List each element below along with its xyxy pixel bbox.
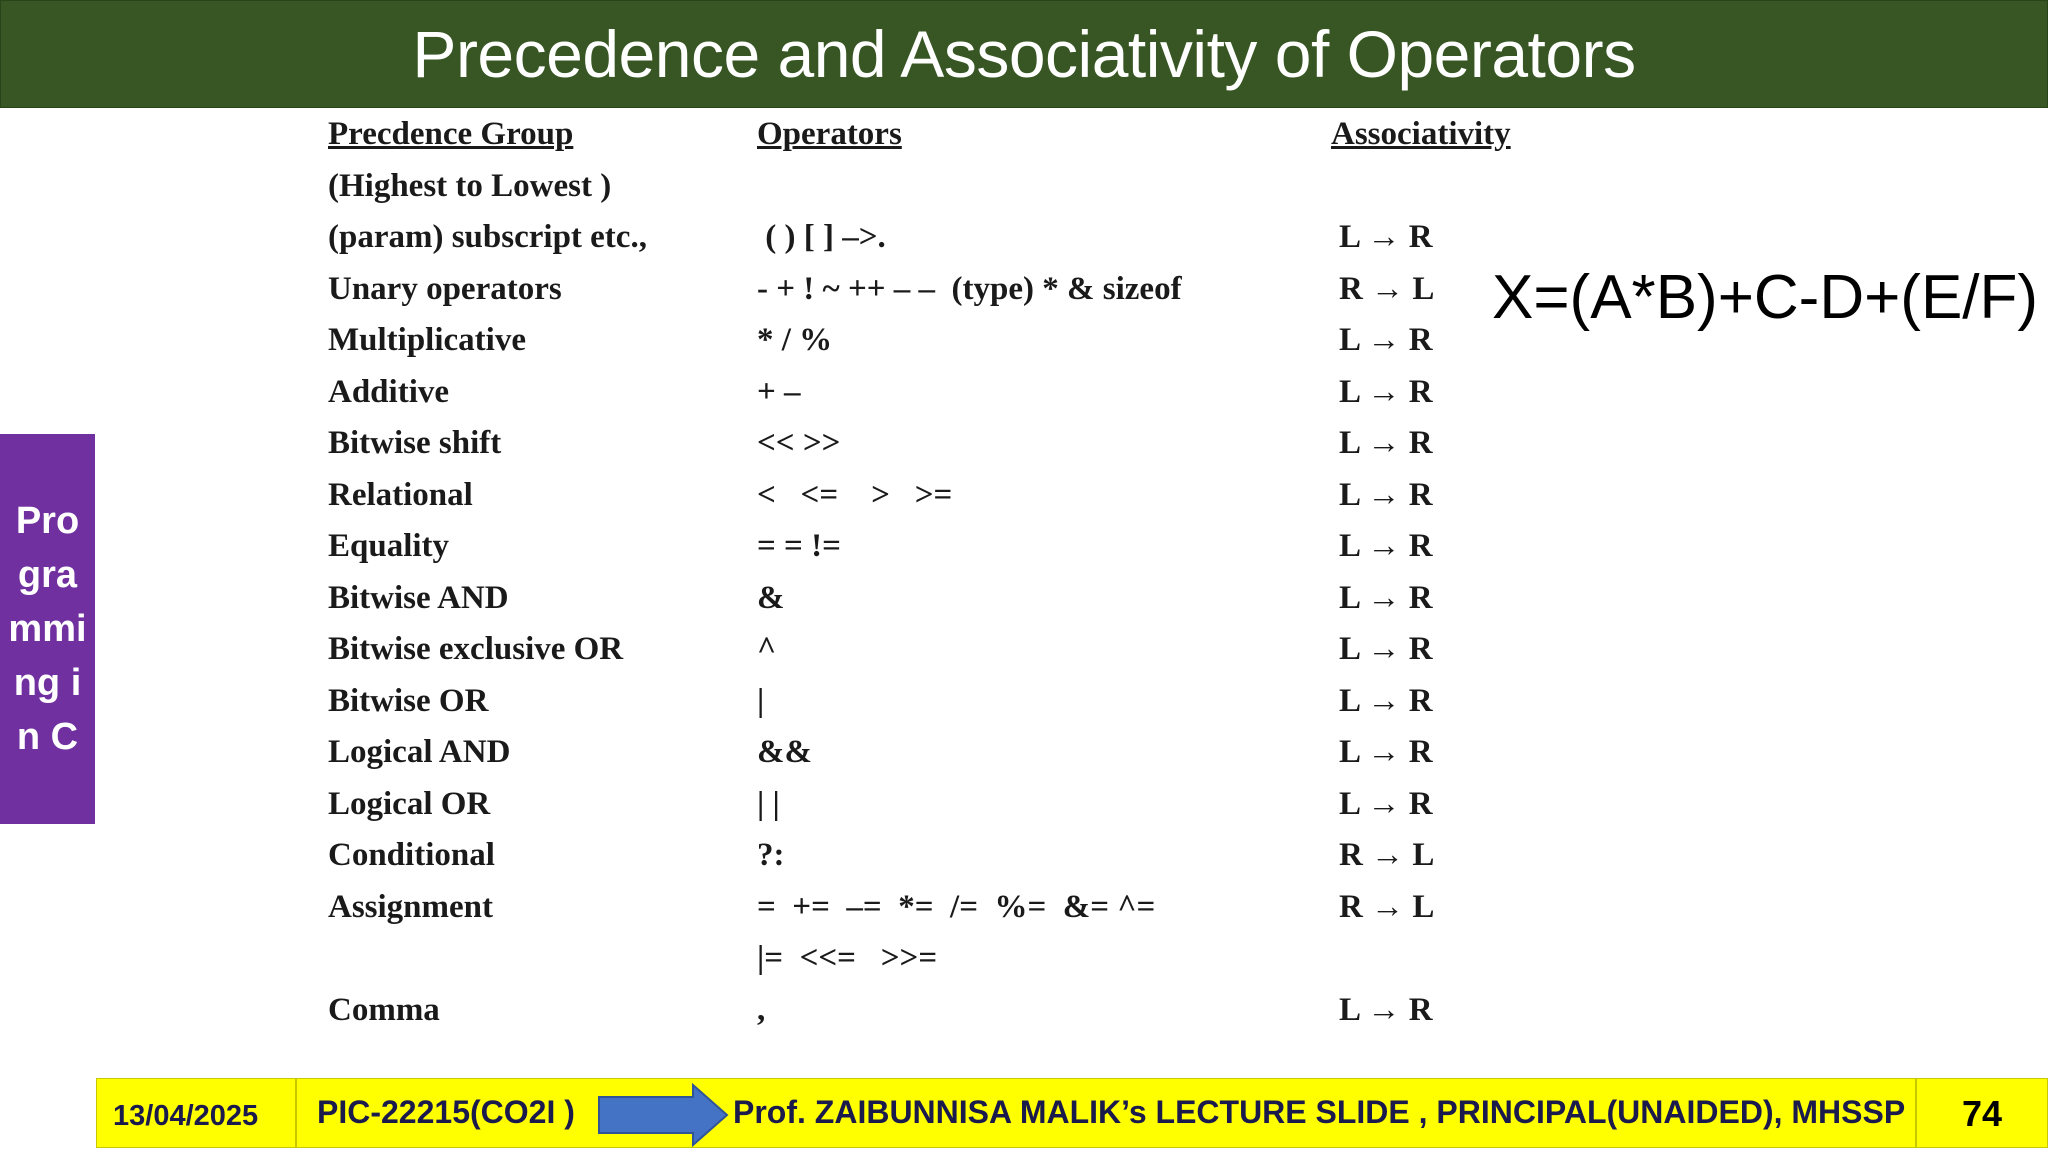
associativity-cell: L → R <box>1339 476 1433 513</box>
associativity-cell: L → R <box>1339 991 1433 1028</box>
side-tab <box>0 434 95 824</box>
operators-cell: ?: <box>757 837 785 873</box>
table-row <box>328 469 1548 521</box>
associativity-cell: L → R <box>1339 734 1433 770</box>
operators-cell: - + ! ~ ++ – – (type) * & sizeof <box>757 270 1182 307</box>
operators-cell: < <= > >= <box>757 476 953 513</box>
table-row <box>328 366 1548 418</box>
associativity-cell: R → L <box>1339 888 1435 925</box>
table-row <box>328 263 1548 315</box>
table-row <box>328 984 1548 1036</box>
precedence-group-cell: Additive <box>328 373 450 410</box>
table-row <box>328 881 1548 933</box>
footer-date: 13/04/2025 <box>96 1078 296 1148</box>
precedence-group-cell: Comma <box>328 991 440 1028</box>
precedence-group-cell: Assignment <box>328 888 494 925</box>
operators-cell: << >> <box>757 425 841 461</box>
operators-cell: * / % <box>757 322 833 358</box>
precedence-group-cell: Logical OR <box>328 785 491 822</box>
slide-title: Precedence and Associativity of Operators <box>412 17 1636 91</box>
operators-cell: ^ <box>757 631 777 667</box>
associativity-cell: L → R <box>1339 219 1433 255</box>
operators-cell: = += –= *= /= %= &= ^= <box>757 888 1156 925</box>
associativity-cell: R → L <box>1339 270 1435 307</box>
operators-cell: , <box>757 991 766 1028</box>
table-row <box>328 675 1548 727</box>
side-tab-label: Programming in C <box>8 500 87 758</box>
precedence-group-cell: (param) subscript etc., <box>328 219 647 255</box>
associativity-cell: L → R <box>1339 682 1433 719</box>
table-row <box>328 829 1548 881</box>
title-bar <box>0 0 2048 108</box>
associativity-cell: L → R <box>1339 425 1433 461</box>
precedence-group-cell: Equality <box>328 528 450 564</box>
operators-cell: & <box>757 579 785 616</box>
table-row <box>328 778 1548 830</box>
lecturer-credit: Prof. ZAIBUNNISA MALIK’s LECTURE SLIDE , PRINCIPAL(UNAIDED), MHSSP <box>733 1094 1906 1130</box>
precedence-group-cell: Bitwise OR <box>328 682 489 719</box>
example-expression: X=(A*B)+C-D+(E/F) <box>1492 263 2039 332</box>
table-row <box>328 417 1548 469</box>
footer-main <box>296 1078 1916 1148</box>
table-row <box>328 211 1548 263</box>
associativity-cell: L → R <box>1339 528 1433 564</box>
precedence-group-cell: Conditional <box>328 837 495 873</box>
associativity-cell: L → R <box>1339 579 1433 616</box>
precedence-group-cell: Bitwise exclusive OR <box>328 631 624 667</box>
precedence-group-cell: Multiplicative <box>328 322 526 358</box>
header-operators: Operators <box>757 116 902 152</box>
table-row <box>328 520 1548 572</box>
course-code: PIC-22215(CO2I ) <box>317 1094 575 1130</box>
header-associativity: Associativity <box>1331 116 1511 152</box>
associativity-cell: L → R <box>1339 631 1433 667</box>
table-header-row <box>328 108 1548 160</box>
associativity-cell: L → R <box>1339 785 1433 822</box>
associativity-cell: R → L <box>1339 837 1435 873</box>
header-precedence-group: Precdence Group <box>328 116 574 152</box>
operators-cell: = = != <box>757 528 841 564</box>
operators-cell: | <box>757 682 765 719</box>
operators-cell: |= <<= >>= <box>757 940 938 976</box>
operators-cell: | | <box>757 785 780 822</box>
table-row <box>328 623 1548 675</box>
table-row <box>328 932 1548 984</box>
associativity-cell: L → R <box>1339 373 1433 410</box>
operator-table <box>328 108 1548 1035</box>
operators-cell: && <box>757 734 812 770</box>
precedence-group-cell: Bitwise shift <box>328 425 502 461</box>
table-row <box>328 314 1548 366</box>
precedence-group-cell: Logical AND <box>328 734 511 770</box>
footer <box>96 1078 2048 1148</box>
precedence-group-cell: Unary operators <box>328 270 562 307</box>
precedence-group-cell: Relational <box>328 476 473 513</box>
associativity-cell: L → R <box>1339 322 1433 358</box>
subheader-highest-to-lowest: (Highest to Lowest ) <box>328 167 612 204</box>
precedence-group-cell: Bitwise AND <box>328 579 509 616</box>
slide-number: 74 <box>1916 1078 2048 1148</box>
right-arrow-icon <box>597 1083 729 1147</box>
table-row <box>328 726 1548 778</box>
table-subheader-row <box>328 160 1548 212</box>
operators-cell: ( ) [ ] –>. <box>757 219 886 255</box>
table-row <box>328 572 1548 624</box>
operators-cell: + – <box>757 373 801 410</box>
